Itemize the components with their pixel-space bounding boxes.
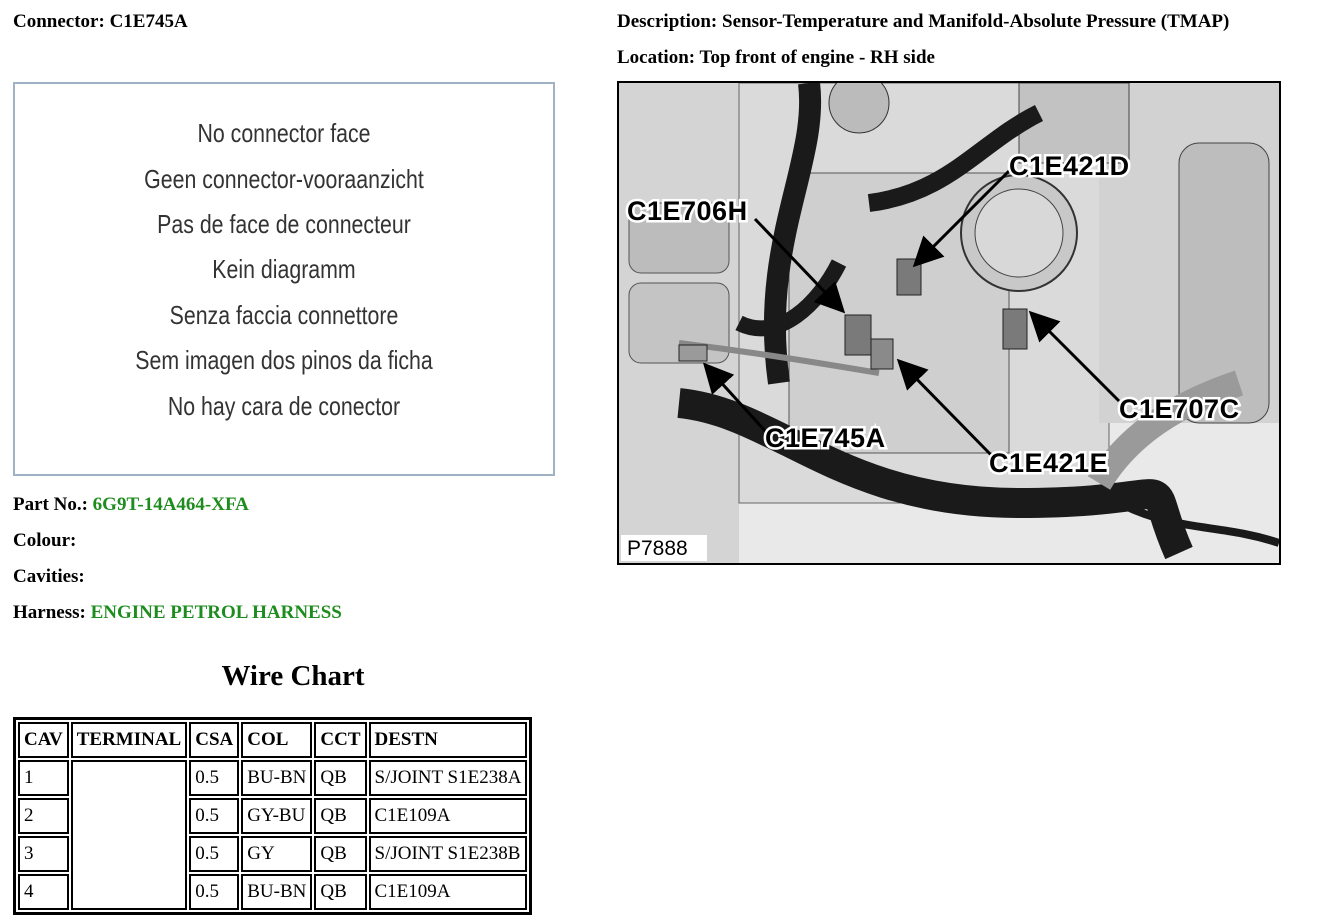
description-label: Description: — [617, 11, 718, 32]
cavities-row — [13, 566, 342, 602]
header-col: COL — [241, 722, 312, 758]
header-cct: CCT — [314, 722, 366, 758]
engine-drawing — [619, 83, 1279, 563]
connector-heading — [13, 11, 188, 33]
cell-csa: 0.5 — [189, 874, 239, 910]
cell-csa: 0.5 — [189, 798, 239, 834]
part-info — [13, 494, 342, 638]
cell-cct: QB — [314, 836, 366, 872]
figure-id: P7888 — [627, 537, 688, 560]
cell-cav: 2 — [18, 798, 69, 834]
cell-cav: 4 — [18, 874, 69, 910]
cell-col: GY — [241, 836, 312, 872]
header-terminal: TERMINAL — [71, 722, 188, 758]
harness-label: Harness: — [13, 602, 86, 623]
cell-cct: QB — [314, 874, 366, 910]
cell-col: BU-BN — [241, 874, 312, 910]
face-line-de: Kein diagramm — [212, 254, 356, 284]
callout-c1e421e: C1E421E — [989, 448, 1109, 478]
callout-c1e745a: C1E745A — [765, 423, 886, 453]
cell-cav: 3 — [18, 836, 69, 872]
cell-cav: 1 — [18, 760, 69, 796]
description-value: Sensor-Temperature and Manifold-Absolute Pressure (TMAP) — [722, 11, 1230, 32]
cell-csa: 0.5 — [189, 760, 239, 796]
face-line-pt: Sem imagen dos pinos da ficha — [135, 345, 433, 375]
location-label: Location: — [617, 47, 696, 68]
wire-chart-title: Wire Chart — [221, 660, 365, 692]
description-heading — [617, 11, 1229, 33]
connector-face-panel — [13, 82, 555, 476]
header-csa: CSA — [189, 722, 239, 758]
table-row — [18, 760, 527, 796]
callout-c1e706h: C1E706H — [627, 196, 748, 226]
face-line-it: Senza faccia connettore — [169, 300, 399, 330]
colour-label: Colour: — [13, 530, 77, 551]
cell-csa: 0.5 — [189, 836, 239, 872]
harness-link[interactable]: ENGINE PETROL HARNESS — [90, 602, 342, 623]
cell-cct: QB — [314, 798, 366, 834]
table-header-row — [18, 722, 527, 758]
cell-col: BU-BN — [241, 760, 312, 796]
face-line-nl: Geen connector-vooraanzicht — [144, 164, 424, 194]
callout-c1e421d: C1E421D — [1009, 151, 1130, 181]
colour-row — [13, 530, 342, 566]
part-number-label: Part No.: — [13, 494, 88, 515]
wire-chart-table — [13, 717, 532, 915]
cell-destn: S/JOINT S1E238A — [369, 760, 528, 796]
face-line-fr: Pas de face de connecteur — [157, 209, 411, 239]
face-line-es: No hay cara de conector — [167, 391, 401, 421]
cell-destn: C1E109A — [369, 798, 528, 834]
location-illustration — [617, 81, 1281, 565]
connector-value: C1E745A — [109, 11, 188, 32]
face-line-en: No connector face — [197, 118, 371, 148]
cell-destn: S/JOINT S1E238B — [369, 836, 528, 872]
cavities-label: Cavities: — [13, 566, 85, 587]
connector-label: Connector: — [13, 11, 105, 32]
cell-cct: QB — [314, 760, 366, 796]
header-destn: DESTN — [369, 722, 528, 758]
cell-destn: C1E109A — [369, 874, 528, 910]
header-cav: CAV — [18, 722, 69, 758]
location-value: Top front of engine - RH side — [699, 47, 935, 68]
part-number-row — [13, 494, 342, 530]
harness-row — [13, 602, 342, 638]
cell-col: GY-BU — [241, 798, 312, 834]
cell-terminal — [71, 760, 188, 910]
callout-c1e707c: C1E707C — [1119, 394, 1240, 424]
part-number-link[interactable]: 6G9T-14A464-XFA — [92, 494, 249, 515]
location-heading — [617, 47, 935, 69]
